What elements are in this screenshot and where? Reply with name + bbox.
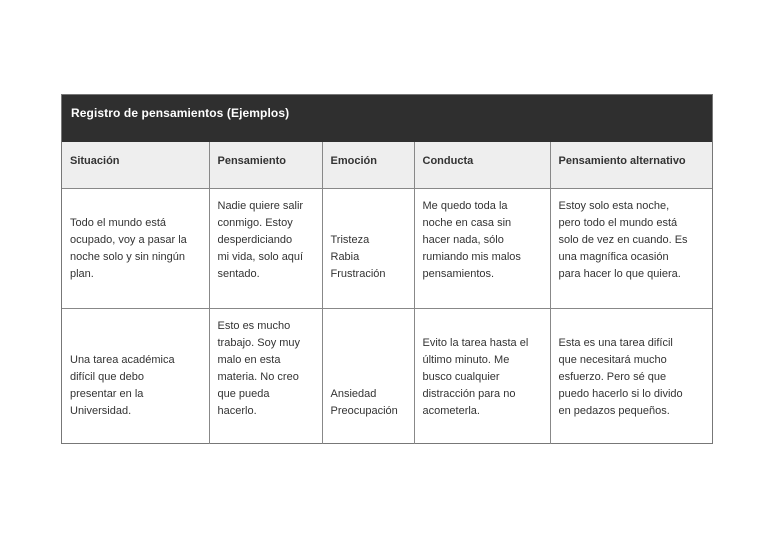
table-row	[62, 188, 712, 308]
header-situacion: Situación	[62, 142, 209, 188]
cell-situacion	[62, 308, 209, 444]
cell-pensamiento-alternativo	[550, 188, 712, 308]
cell-emocion	[322, 308, 414, 444]
header-emocion: Emoción	[322, 142, 414, 188]
cell-text: Una tarea académica difícil que debo presentar en la Universidad.	[70, 353, 175, 417]
table-title: Registro de pensamientos (Ejemplos)	[62, 95, 712, 142]
cell-text: Esta es una tarea difícil que necesitará mucho esfuerzo. Pero sé que puedo hacerlo si lo divido en pedazos pequeños.	[558, 336, 683, 417]
table-row	[62, 308, 712, 444]
cell-conducta	[414, 308, 550, 444]
cell-text: Ansiedad Preocupación	[330, 387, 398, 417]
cell-emocion	[322, 188, 414, 308]
cell-text: Estoy solo esta noche, pero todo el mundo está solo de vez en cuando. Es una magnífica ocasión para hacer lo que quiera.	[558, 199, 688, 280]
cell-pensamiento-alternativo	[550, 308, 712, 444]
cell-pensamiento	[209, 188, 322, 308]
header-pensamiento-alternativo: Pensamiento alternativo	[550, 142, 712, 188]
table-grid	[62, 142, 712, 444]
cell-conducta	[414, 188, 550, 308]
cell-text: Esto es mucho trabajo. Soy muy malo en esta materia. No creo que pueda hacerlo.	[217, 319, 301, 417]
cell-text: Tristeza Rabia Frustración	[330, 233, 386, 280]
header-row	[62, 142, 712, 188]
cell-text: Todo el mundo está ocupado, voy a pasar la noche solo y sin ningún plan.	[70, 216, 187, 280]
thought-record-table	[61, 94, 713, 444]
cell-text: Nadie quiere salir conmigo. Estoy desperdiciando mi vida, solo aquí sentado.	[217, 199, 304, 280]
cell-situacion	[62, 188, 209, 308]
header-pensamiento: Pensamiento	[209, 142, 322, 188]
cell-pensamiento	[209, 308, 322, 444]
header-conducta: Conducta	[414, 142, 550, 188]
cell-text: Evito la tarea hasta el último minuto. Me busco cualquier distracción para no acometerla.	[422, 336, 529, 417]
cell-text: Me quedo toda la noche en casa sin hacer nada, sólo rumiando mis malos pensamientos.	[422, 199, 521, 280]
